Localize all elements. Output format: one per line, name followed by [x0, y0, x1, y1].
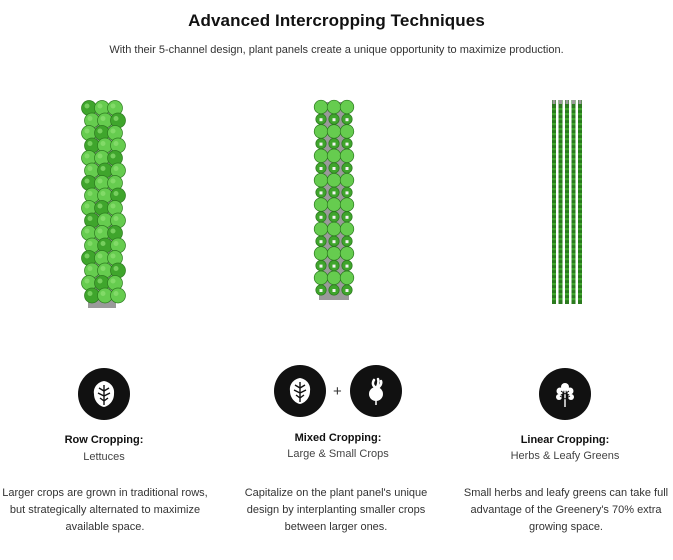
plus-separator: + [333, 383, 342, 400]
lettuce-icon [274, 365, 326, 417]
mixed-panel-illustration [313, 100, 355, 302]
row-cropping-heading: Row Cropping: [64, 434, 144, 446]
mixed-cropping-subheading: Large & Small Crops [287, 448, 389, 460]
linear-cropping-panel-image [549, 100, 585, 304]
linear-panel-illustration [549, 100, 585, 304]
mixed-cropping-description: Capitalize on the plant panel's unique design by interplanting smaller crops between larger ones. [244, 487, 428, 533]
linear-cropping-heading: Linear Cropping: [520, 434, 610, 446]
page-title: Advanced Intercropping Techniques [188, 11, 485, 30]
page-subtitle: With their 5-channel design, plant panels create a unique opportunity to maximize production. [109, 44, 564, 56]
lettuce-panel-illustration [80, 100, 124, 310]
row-cropping-panel-image [80, 100, 124, 310]
mixed-cropping-heading: Mixed Cropping: [294, 432, 382, 444]
radish-icon [350, 365, 402, 417]
row-cropping-description: Larger crops are grown in traditional rows, but strategically alternated to maximize available space. [2, 487, 208, 533]
mixed-cropping-panel-image [313, 100, 355, 302]
linear-cropping-subheading: Herbs & Leafy Greens [510, 450, 620, 462]
linear-cropping-description: Small herbs and leafy greens can take full advantage of the Greenery's 70% extra growing space. [463, 487, 669, 533]
lettuce-icon [78, 368, 130, 420]
herb-icon [539, 368, 591, 420]
row-cropping-subheading: Lettuces [83, 451, 125, 463]
